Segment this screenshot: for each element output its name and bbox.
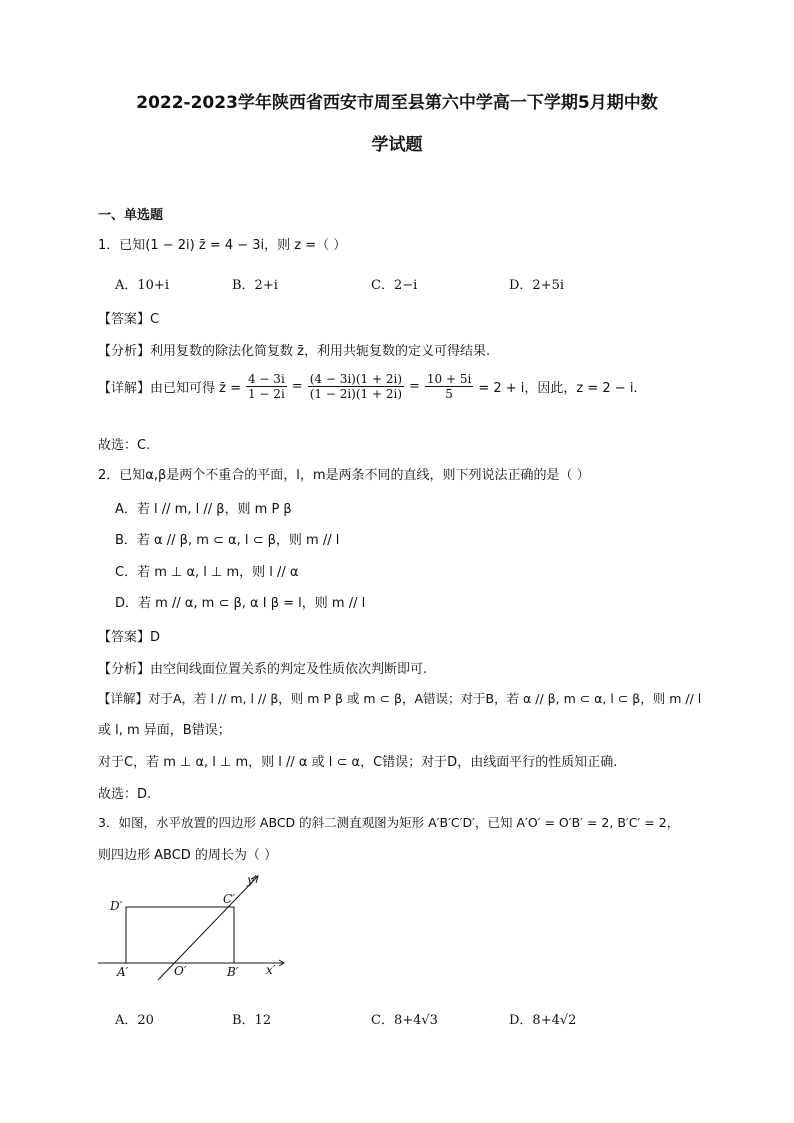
q1-fraction-2 (308, 372, 404, 401)
q1-frac3-numerator: 10 + 5i (426, 372, 472, 386)
q1-fraction-3 (425, 372, 473, 401)
label-x: x′ (266, 963, 276, 977)
q1-fraction-1 (246, 372, 287, 401)
q1-stem: 1．已知(1 − 2i) z̄ = 4 − 3i，则 z =（ ） (98, 238, 347, 253)
q1-frac2-numerator: (4 − 3i)(1 + 2i) (309, 372, 402, 386)
q1-answer: 【答案】C (98, 312, 160, 327)
q3-option-c: C．8+4√3 (371, 1013, 438, 1028)
label-y: y′ (247, 873, 257, 887)
section-heading: 一、单选题 (98, 208, 164, 223)
q2-detail-line2: 或 l, m 异面，B错误； (98, 723, 231, 738)
y-axis (158, 876, 258, 980)
q3-figure (96, 868, 296, 983)
q1-frac3-denominator: 5 (445, 387, 453, 401)
q2-option-d: D．若 m // α, m ⊂ β, α I β = l，则 m // l (115, 596, 366, 611)
label-o: O′ (174, 964, 187, 978)
equals-sign: = (409, 379, 420, 394)
q1-frac2-denominator: (1 − 2i)(1 + 2i) (309, 387, 402, 401)
q2-detail-line3: 对于C，若 m ⊥ α, l ⊥ m，则 l // α 或 l ⊂ α，C错误；对于D，由线面平行的性质知正确. (98, 755, 618, 770)
label-a: A′ (117, 965, 129, 979)
q1-frac1-numerator: 4 − 3i (247, 372, 285, 386)
q1-detail (98, 372, 638, 401)
q2-choose: 故选：D. (98, 787, 152, 802)
q2-option-c: C．若 m ⊥ α, l ⊥ m，则 l // α (115, 565, 299, 580)
rectangle-abcd (126, 907, 234, 963)
equals-sign: = (291, 379, 303, 394)
q1-option-c: C．2−i (371, 278, 418, 293)
q2-detail-line1: 【详解】对于A，若 l // m, l // β，则 m P β 或 m ⊂ β，A错误；对于B，若 α // β, m ⊂ α, l ⊂ β，则 m // l (98, 691, 702, 706)
q3-option-b: B．12 (232, 1013, 272, 1028)
page-title-line2: 学试题 (371, 135, 423, 155)
q1-analysis: 【分析】利用复数的除法化简复数 z̄，利用共轭复数的定义可得结果. (98, 344, 491, 359)
label-d: D′ (110, 899, 123, 913)
q1-option-d: D．2+5i (509, 278, 565, 293)
q1-option-b: B．2+i (232, 278, 278, 293)
q3-option-d: D．8+4√2 (509, 1013, 577, 1028)
label-b: B′ (227, 965, 239, 979)
q1-detail-suffix: = 2 + i，因此，z = 2 − i. (478, 381, 638, 396)
q2-answer: 【答案】D (98, 630, 161, 645)
q2-analysis: 【分析】由空间线面位置关系的判定及性质依次判断即可. (98, 662, 428, 677)
page-title-line1: 2022-2023学年陕西省西安市周至县第六中学高一下学期5月期中数 (136, 93, 658, 113)
q1-frac1-denominator: 1 − 2i (247, 387, 285, 401)
q1-choose: 故选：C. (98, 438, 151, 453)
q1-detail-prefix: 【详解】由已知可得 z̄ = (98, 381, 241, 396)
q2-option-b: B．若 α // β, m ⊂ α, l ⊂ β，则 m // l (115, 533, 340, 548)
q1-option-a: A．10+i (115, 278, 169, 293)
q3-stem-line2: 则四边形 ABCD 的周长为（ ） (98, 848, 278, 863)
q3-stem-line1: 3．如图，水平放置的四边形 ABCD 的斜二测直观图为矩形 A′B′C′D′，已知 A′O′ = O′B′ = 2, B′C′ = 2， (98, 815, 680, 830)
q2-stem: 2．已知α,β是两个不重合的平面，l，m是两条不同的直线，则下列说法正确的是（ ） (98, 468, 590, 483)
q3-option-a: A．20 (115, 1013, 154, 1028)
q2-option-a: A．若 l // m, l // β，则 m P β (115, 502, 292, 517)
label-c: C′ (223, 892, 235, 906)
